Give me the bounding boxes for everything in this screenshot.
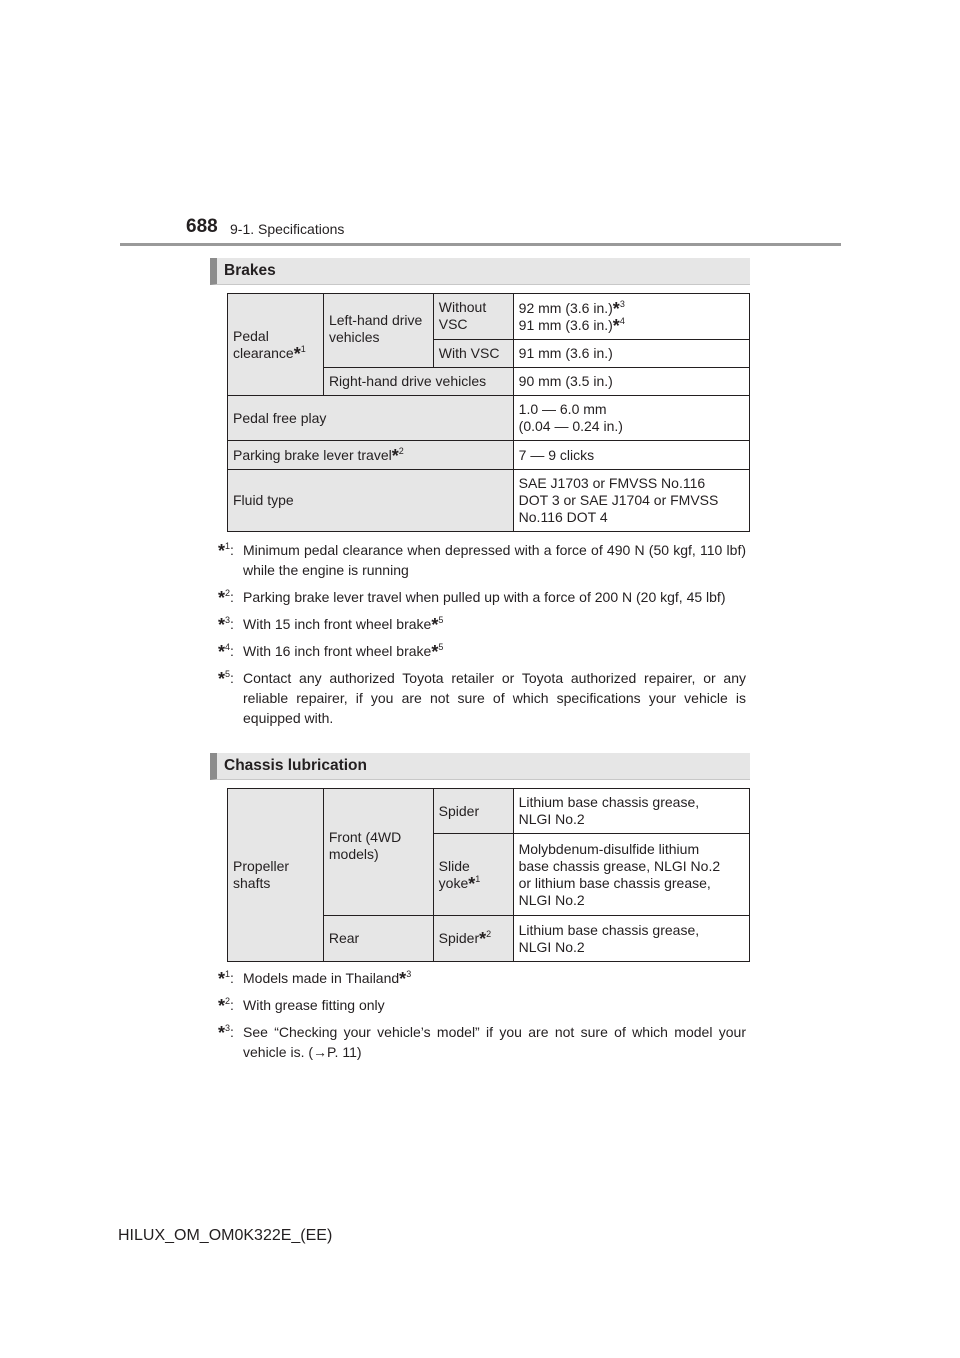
chassis-table bbox=[227, 788, 750, 962]
pedal-clearance-cell bbox=[228, 294, 324, 396]
footnote-item bbox=[218, 587, 746, 607]
footnote-item bbox=[218, 1022, 746, 1062]
footnote-text: With 15 inch front wheel brake bbox=[243, 616, 432, 632]
brakes-table bbox=[227, 293, 750, 532]
slide-yoke-value-cell bbox=[513, 834, 749, 916]
spider-line-1: Lithium base chassis grease, bbox=[518, 794, 700, 810]
footnote-text: Models made in Thailand bbox=[243, 970, 400, 986]
rhd-label: Right-hand drive vehicles bbox=[328, 373, 487, 389]
footnote-text: With 16 inch front wheel brake bbox=[243, 643, 432, 659]
chassis-section-heading bbox=[210, 753, 750, 780]
free-play-cell bbox=[228, 396, 514, 441]
front-cell bbox=[323, 789, 433, 916]
footnote-item: *$^4$: With 16 inch front wheel brake*$^5$ bbox=[218, 642, 444, 662]
footnote-text: With grease fitting only bbox=[243, 997, 385, 1013]
free-play-value-2: (0.04 — 0.24 in.) bbox=[518, 418, 623, 434]
chassis-footnotes bbox=[218, 968, 746, 1069]
parking-brake-cell bbox=[228, 441, 514, 470]
footnote-item: *$^1$: Models made in Thailand*$^3$ bbox=[218, 969, 412, 989]
front-label: Front (4WD models) bbox=[328, 829, 402, 862]
footnote-marker: *$^5$: bbox=[218, 669, 234, 689]
free-play-label: Pedal free play bbox=[233, 409, 327, 426]
fluid-type-value-cell bbox=[513, 470, 749, 532]
without-vsc-value-cell bbox=[513, 294, 749, 340]
footnote-marker: *$^3$: bbox=[218, 1023, 234, 1043]
footnote-item bbox=[218, 668, 746, 728]
footnote-asterisk: * bbox=[612, 315, 620, 336]
propeller-cell bbox=[228, 789, 324, 962]
footnote-ref: 1 bbox=[475, 873, 481, 884]
parking-brake-label: Parking brake lever travel bbox=[233, 446, 392, 463]
rear-label: Rear bbox=[328, 930, 360, 946]
brakes-footnotes bbox=[218, 540, 746, 735]
footnote-item bbox=[218, 540, 746, 580]
with-vsc-cell bbox=[433, 340, 513, 368]
fluid-type-line-1: SAE J1703 or FMVSS No.116 bbox=[518, 475, 706, 491]
slide-line-3: or lithium base chassis grease, bbox=[518, 874, 711, 891]
slide-line-2: base chassis grease, NLGI No.2 bbox=[518, 857, 721, 874]
spider-cell bbox=[433, 789, 513, 834]
rear-cell bbox=[323, 916, 433, 962]
rear-spider-cell bbox=[433, 916, 513, 962]
lhd-cell bbox=[323, 294, 433, 368]
parking-brake-value-cell bbox=[513, 441, 749, 470]
free-play-value-1: 1.0 — 6.0 mm bbox=[518, 401, 607, 417]
footnote-marker: *$^2$: bbox=[218, 996, 234, 1016]
without-vsc-value-2: 91 mm (3.6 in.) bbox=[518, 316, 613, 333]
footnote-asterisk: * bbox=[612, 298, 620, 319]
footnote-marker: *$^4$: bbox=[218, 642, 234, 662]
fluid-type-cell bbox=[228, 470, 514, 532]
footnote-item: *$^3$: With 15 inch front wheel brake*$^5$ bbox=[218, 615, 444, 635]
header-rule bbox=[120, 243, 841, 246]
page-number: 688 bbox=[186, 216, 218, 237]
fluid-type-line-2: DOT 3 or SAE J1704 or FMVSS bbox=[518, 492, 719, 508]
brakes-title: Brakes bbox=[224, 262, 276, 279]
pedal-clearance-label: Pedal clearance bbox=[233, 327, 294, 361]
rhd-cell bbox=[323, 368, 513, 396]
spider-line-2: NLGI No.2 bbox=[518, 811, 585, 827]
footnote-text: Minimum pedal clearance when depressed with a force of 490 N (50 kgf, 110 lbf) while the engine is running bbox=[243, 542, 746, 578]
slide-yoke-label: Slide yoke bbox=[438, 857, 470, 891]
parking-brake-value: 7 — 9 clicks bbox=[518, 446, 595, 463]
footnote-marker: *$^1$: bbox=[218, 541, 234, 561]
footnote-asterisk: * bbox=[293, 343, 301, 364]
chassis-title: Chassis lubrication bbox=[224, 757, 367, 774]
footnote-asterisk: * bbox=[391, 445, 399, 466]
section-reference: 9-1. Specifications bbox=[230, 221, 345, 237]
slide-yoke-cell bbox=[433, 834, 513, 916]
brakes-section-heading bbox=[210, 258, 750, 285]
rear-line-1: Lithium base chassis grease, bbox=[518, 921, 700, 938]
rhd-value: 90 mm (3.5 in.) bbox=[518, 373, 613, 389]
footnote-marker: *$^2$: bbox=[218, 588, 234, 608]
free-play-value-cell bbox=[513, 396, 749, 441]
fluid-type-label: Fluid type bbox=[233, 492, 294, 508]
without-vsc-value-1: 92 mm (3.6 in.) bbox=[518, 299, 613, 316]
lhd-label: Left-hand drive vehicles bbox=[328, 312, 423, 345]
footnote-ref: 3 bbox=[619, 298, 625, 309]
propeller-label: Propeller shafts bbox=[233, 858, 290, 891]
fluid-type-line-3: No.116 DOT 4 bbox=[518, 509, 608, 525]
without-vsc-label: Without VSC bbox=[438, 299, 487, 332]
footnote-text: See “Checking your vehicle’s model” if you are not sure of which model your vehicle is. (→P. 11) bbox=[243, 1024, 746, 1060]
rear-spider-label: Spider bbox=[438, 930, 480, 946]
rear-value-cell bbox=[513, 916, 749, 962]
with-vsc-value-cell bbox=[513, 340, 749, 368]
footnote-asterisk: * bbox=[468, 873, 476, 894]
rear-line-2: NLGI No.2 bbox=[518, 938, 585, 955]
footnote-text: Parking brake lever travel when pulled up with a force of 200 N (20 kgf, 45 lbf) bbox=[243, 589, 726, 605]
slide-line-4: NLGI No.2 bbox=[518, 891, 585, 908]
with-vsc-label: With VSC bbox=[438, 345, 500, 361]
footnote-ref: 4 bbox=[619, 315, 625, 326]
footnote-marker: *$^3$: bbox=[218, 615, 234, 635]
footnote-asterisk: * bbox=[479, 929, 487, 949]
slide-line-1: Molybdenum-disulfide lithium bbox=[518, 840, 700, 857]
footnote-ref: 1 bbox=[300, 343, 306, 354]
spider-value-cell bbox=[513, 789, 749, 834]
footnote-item bbox=[218, 995, 746, 1015]
footnote-ref: 2 bbox=[486, 929, 492, 939]
footer-code: HILUX_OM_OM0K322E_(EE) bbox=[118, 1227, 333, 1244]
footnote-marker: *$^1$: bbox=[218, 969, 234, 989]
spider-label: Spider bbox=[438, 802, 480, 819]
footnote-text: Contact any authorized Toyota retailer or Toyota authorized repairer, or any reliable repairer, if you are not sure of which specifications your vehicle is equipped with. bbox=[243, 670, 746, 726]
without-vsc-cell bbox=[433, 294, 513, 340]
footnote-ref: 2 bbox=[398, 445, 404, 456]
rhd-value-cell bbox=[513, 368, 749, 396]
with-vsc-value: 91 mm (3.6 in.) bbox=[518, 345, 613, 361]
